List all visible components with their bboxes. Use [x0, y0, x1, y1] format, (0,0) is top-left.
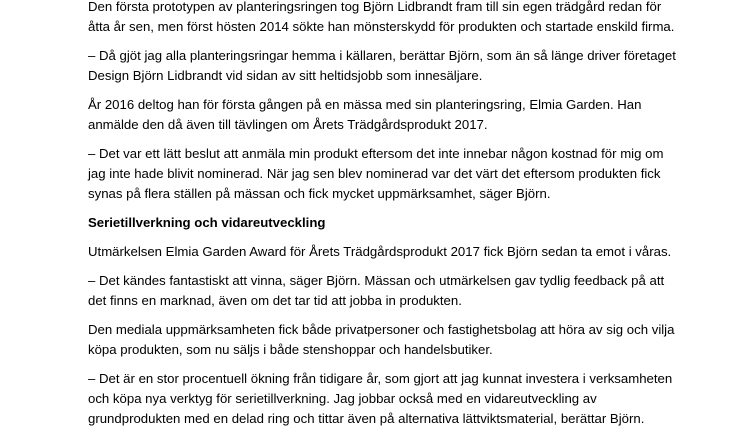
text-line: och köpa nya verktyg för serietillverkning. Jag jobbar också med en vidareutveckling av: [88, 391, 597, 406]
text-line: Den första prototypen av planteringsringen tog Björn Lidbrandt fram till sin egen trädgård redan för: [88, 0, 662, 14]
text-line: grundprodukten med en delad ring och tittar även på alternativa lättviktsmaterial, berättar Björn.: [88, 411, 645, 426]
text-line: Design Björn Lidbrandt vid sidan av sitt heltidsjobb som innesäljare.: [88, 68, 483, 83]
text-line: anmälde den då även till tävlingen om Årets Trädgårdsprodukt 2017.: [88, 117, 488, 132]
text-line: – Det var ett lätt beslut att anmäla min produkt eftersom det inte innebar någon kostnad för mig om: [88, 146, 664, 161]
text-line: synas på flera ställen på mässan och fick mycket uppmärksamhet, säger Björn.: [88, 186, 551, 201]
paragraph-origin: [88, 0, 688, 37]
paragraph-quote-nomination: [88, 144, 688, 204]
document-page: [88, 0, 688, 438]
text-line: – Det kändes fantastiskt att vinna, säger Björn. Mässan och utmärkelsen gav tydlig feedback på att: [88, 273, 665, 288]
paragraph-media: [88, 320, 688, 360]
text-line: År 2016 deltog han för första gången på en mässa med sin planteringsring, Elmia Garden. Han: [88, 97, 642, 112]
paragraph-elmia-2016: [88, 95, 688, 135]
text-line: Utmärkelsen Elmia Garden Award för Årets Trädgårdsprodukt 2017 fick Björn sedan ta emot i våras.: [88, 244, 672, 259]
section-heading: [88, 213, 688, 233]
text-line: jag inte hade blivit nominerad. När jag sen blev nominerad var det värt det eftersom produkten fick: [88, 166, 661, 181]
text-line: – Det är en stor procentuell ökning från tidigare år, som gjort att jag kunnat investera i verksamheten: [88, 371, 673, 386]
paragraph-quote-growth: [88, 369, 688, 429]
paragraph-award: [88, 242, 688, 262]
paragraph-quote-winning: [88, 271, 688, 311]
text-line: Den mediala uppmärksamheten fick både privatpersoner och fastighetsbolag att höra av sig och vilja: [88, 322, 675, 337]
paragraph-quote-basement: [88, 46, 688, 86]
text-line: köpa produkten, som nu säljs i både stenshoppar och handelsbutiker.: [88, 342, 493, 357]
heading-text: Serietillverkning och vidareutveckling: [88, 215, 326, 230]
text-line: det finns en marknad, även om det tar tid att jobba in produkten.: [88, 293, 462, 308]
text-line: åtta år sen, men först hösten 2014 sökte han mönsterskydd för produkten och startade enskild firma.: [88, 19, 675, 34]
text-line: – Då gjöt jag alla planteringsringar hemma i källaren, berättar Björn, som än så länge driver företaget: [88, 48, 676, 63]
